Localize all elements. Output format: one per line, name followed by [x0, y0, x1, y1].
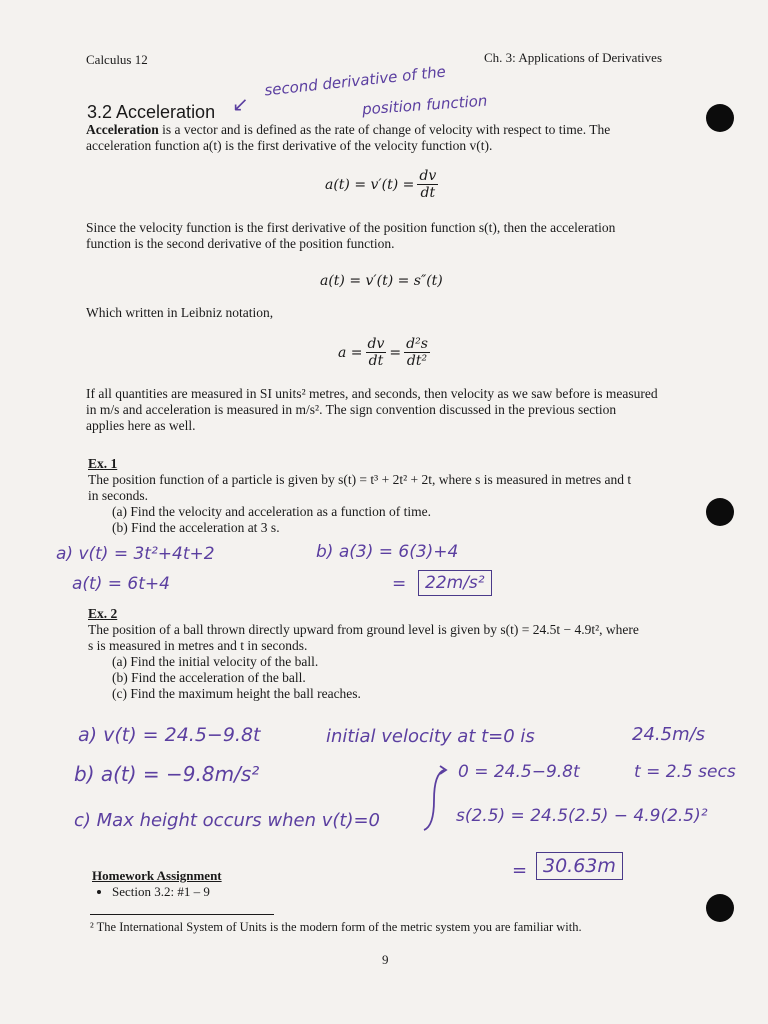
- eq3-fraction-2: [404, 336, 430, 369]
- handwritten-note-line2: position function: [361, 91, 488, 119]
- eq3-numerator-2: d²s: [406, 336, 428, 352]
- eq1-fraction: [417, 168, 438, 201]
- intro-paragraph-3: [86, 305, 273, 321]
- ex2-heading: Ex. 2: [88, 606, 118, 621]
- bracket-arrow-icon: [418, 764, 450, 836]
- ex2-part-a: (a) Find the initial velocity of the ball.: [112, 654, 319, 669]
- ex2-answer-box: 30.63m: [536, 852, 623, 880]
- ex1-heading: Ex. 1: [88, 456, 118, 471]
- eq3-numerator-1: dv: [367, 336, 385, 352]
- intro-text-7: in m/s and acceleration is measured in m/s². The sign convention discussed in the previous section: [86, 402, 617, 417]
- equation-3: [338, 336, 433, 369]
- example-1: [88, 456, 631, 536]
- ex2-handwritten-c1: 0 = 24.5−9.8t: [458, 762, 580, 782]
- ex1-line1: The position function of a particle is given by s(t) = t³ + 2t² + 2t, where s is measured in metres and t: [88, 472, 632, 487]
- ex1-handwritten-b1: b) a(3) = 6(3)+4: [316, 542, 459, 562]
- ex2-handwritten-b: b) a(t) = −9.8m/s²: [74, 762, 260, 786]
- footnote-divider: [90, 914, 274, 915]
- ex2-line2: s is measured in metres and t in seconds.: [88, 638, 308, 653]
- homework-item: • Section 3.2: #1 – 9: [112, 884, 222, 900]
- ex2-handwritten-c2: s(2.5) = 24.5(2.5) − 4.9(2.5)²: [456, 806, 708, 826]
- example-2: [88, 606, 639, 702]
- intro-text-8: applies here as well.: [86, 418, 196, 433]
- homework-section: [92, 868, 222, 900]
- intro-paragraph-1: [86, 122, 610, 154]
- intro-text-2: acceleration function a(t) is the first derivative of the velocity function v(t).: [86, 138, 493, 153]
- section-title: 3.2 Acceleration: [87, 102, 216, 122]
- binder-hole-bottom: [706, 894, 734, 922]
- course-title: Calculus 12: [86, 52, 148, 67]
- intro-text-6: If all quantities are measured in SI units² metres, and seconds, then velocity as we saw before is measured: [86, 386, 658, 401]
- eq3-denominator-1: dt: [368, 353, 384, 369]
- eq1-numerator: dv: [419, 168, 437, 184]
- binder-hole-top: [706, 104, 734, 132]
- intro-text-5: Which written in Leibniz notation,: [86, 305, 274, 320]
- intro-text-4: function is the second derivative of the position function.: [86, 236, 395, 251]
- eq3-fraction-1: [366, 336, 387, 369]
- ex2-handwritten-c: c) Max height occurs when v(t)=0: [74, 810, 381, 831]
- ex2-handwritten-a: a) v(t) = 24.5−9.8t: [78, 724, 261, 746]
- intro-text-1: is a vector and is defined as the rate of change of velocity with respect to time. The: [158, 122, 611, 137]
- ex1-answer-box: 22m/s²: [418, 570, 492, 596]
- ex1-handwritten-b2-eq: =: [392, 574, 407, 594]
- eq3-denominator-2: dt²: [406, 353, 428, 369]
- equation-2: a(t) = v′(t) = s″(t): [320, 273, 443, 289]
- homework-list: [92, 884, 222, 900]
- binder-hole-middle: [706, 498, 734, 526]
- handwritten-note-line1: second derivative of the: [263, 62, 447, 100]
- ex1-part-a: (a) Find the velocity and acceleration as a function of time.: [112, 504, 432, 519]
- arrow-icon: ↙: [232, 92, 249, 116]
- intro-paragraph-4: [86, 386, 658, 434]
- eq3-equals: =: [389, 344, 402, 361]
- ex2-part-c: (c) Find the maximum height the ball reaches.: [112, 686, 361, 701]
- ex2-handwritten-a-value: 24.5m/s: [632, 724, 706, 745]
- ex2-part-b: (b) Find the acceleration of the ball.: [112, 670, 306, 685]
- homework-heading: Homework Assignment: [92, 868, 222, 883]
- eq1-denominator: dt: [420, 185, 436, 201]
- ex2-handwritten-a-note: initial velocity at t=0 is: [326, 726, 535, 747]
- eq1-left: a(t) = v′(t) =: [325, 176, 415, 193]
- ex2-handwritten-c1b: t = 2.5 secs: [634, 762, 736, 782]
- ex1-handwritten-a1: a) v(t) = 3t²+4t+2: [56, 544, 215, 564]
- intro-text-3: Since the velocity function is the first derivative of the position function s(t), then the acceleration: [86, 220, 616, 235]
- ex2-handwritten-c3-eq: =: [512, 860, 528, 881]
- eq3-left: a =: [338, 344, 363, 361]
- chapter-title: Ch. 3: Applications of Derivatives: [484, 50, 663, 65]
- ex2-line1: The position of a ball thrown directly upward from ground level is given by s(t) = 24.5t − 4.9t², where: [88, 622, 639, 637]
- ex1-part-b: (b) Find the acceleration at 3 s.: [112, 520, 280, 535]
- ex1-line2: in seconds.: [88, 488, 148, 503]
- page-number: 9: [382, 952, 389, 967]
- footnote: ² The International System of Units is the modern form of the metric system you are familiar with.: [90, 920, 582, 934]
- acceleration-term: Acceleration: [86, 122, 159, 137]
- intro-paragraph-2: [86, 220, 615, 252]
- ex1-handwritten-a2: a(t) = 6t+4: [72, 574, 170, 594]
- equation-1: [325, 168, 441, 201]
